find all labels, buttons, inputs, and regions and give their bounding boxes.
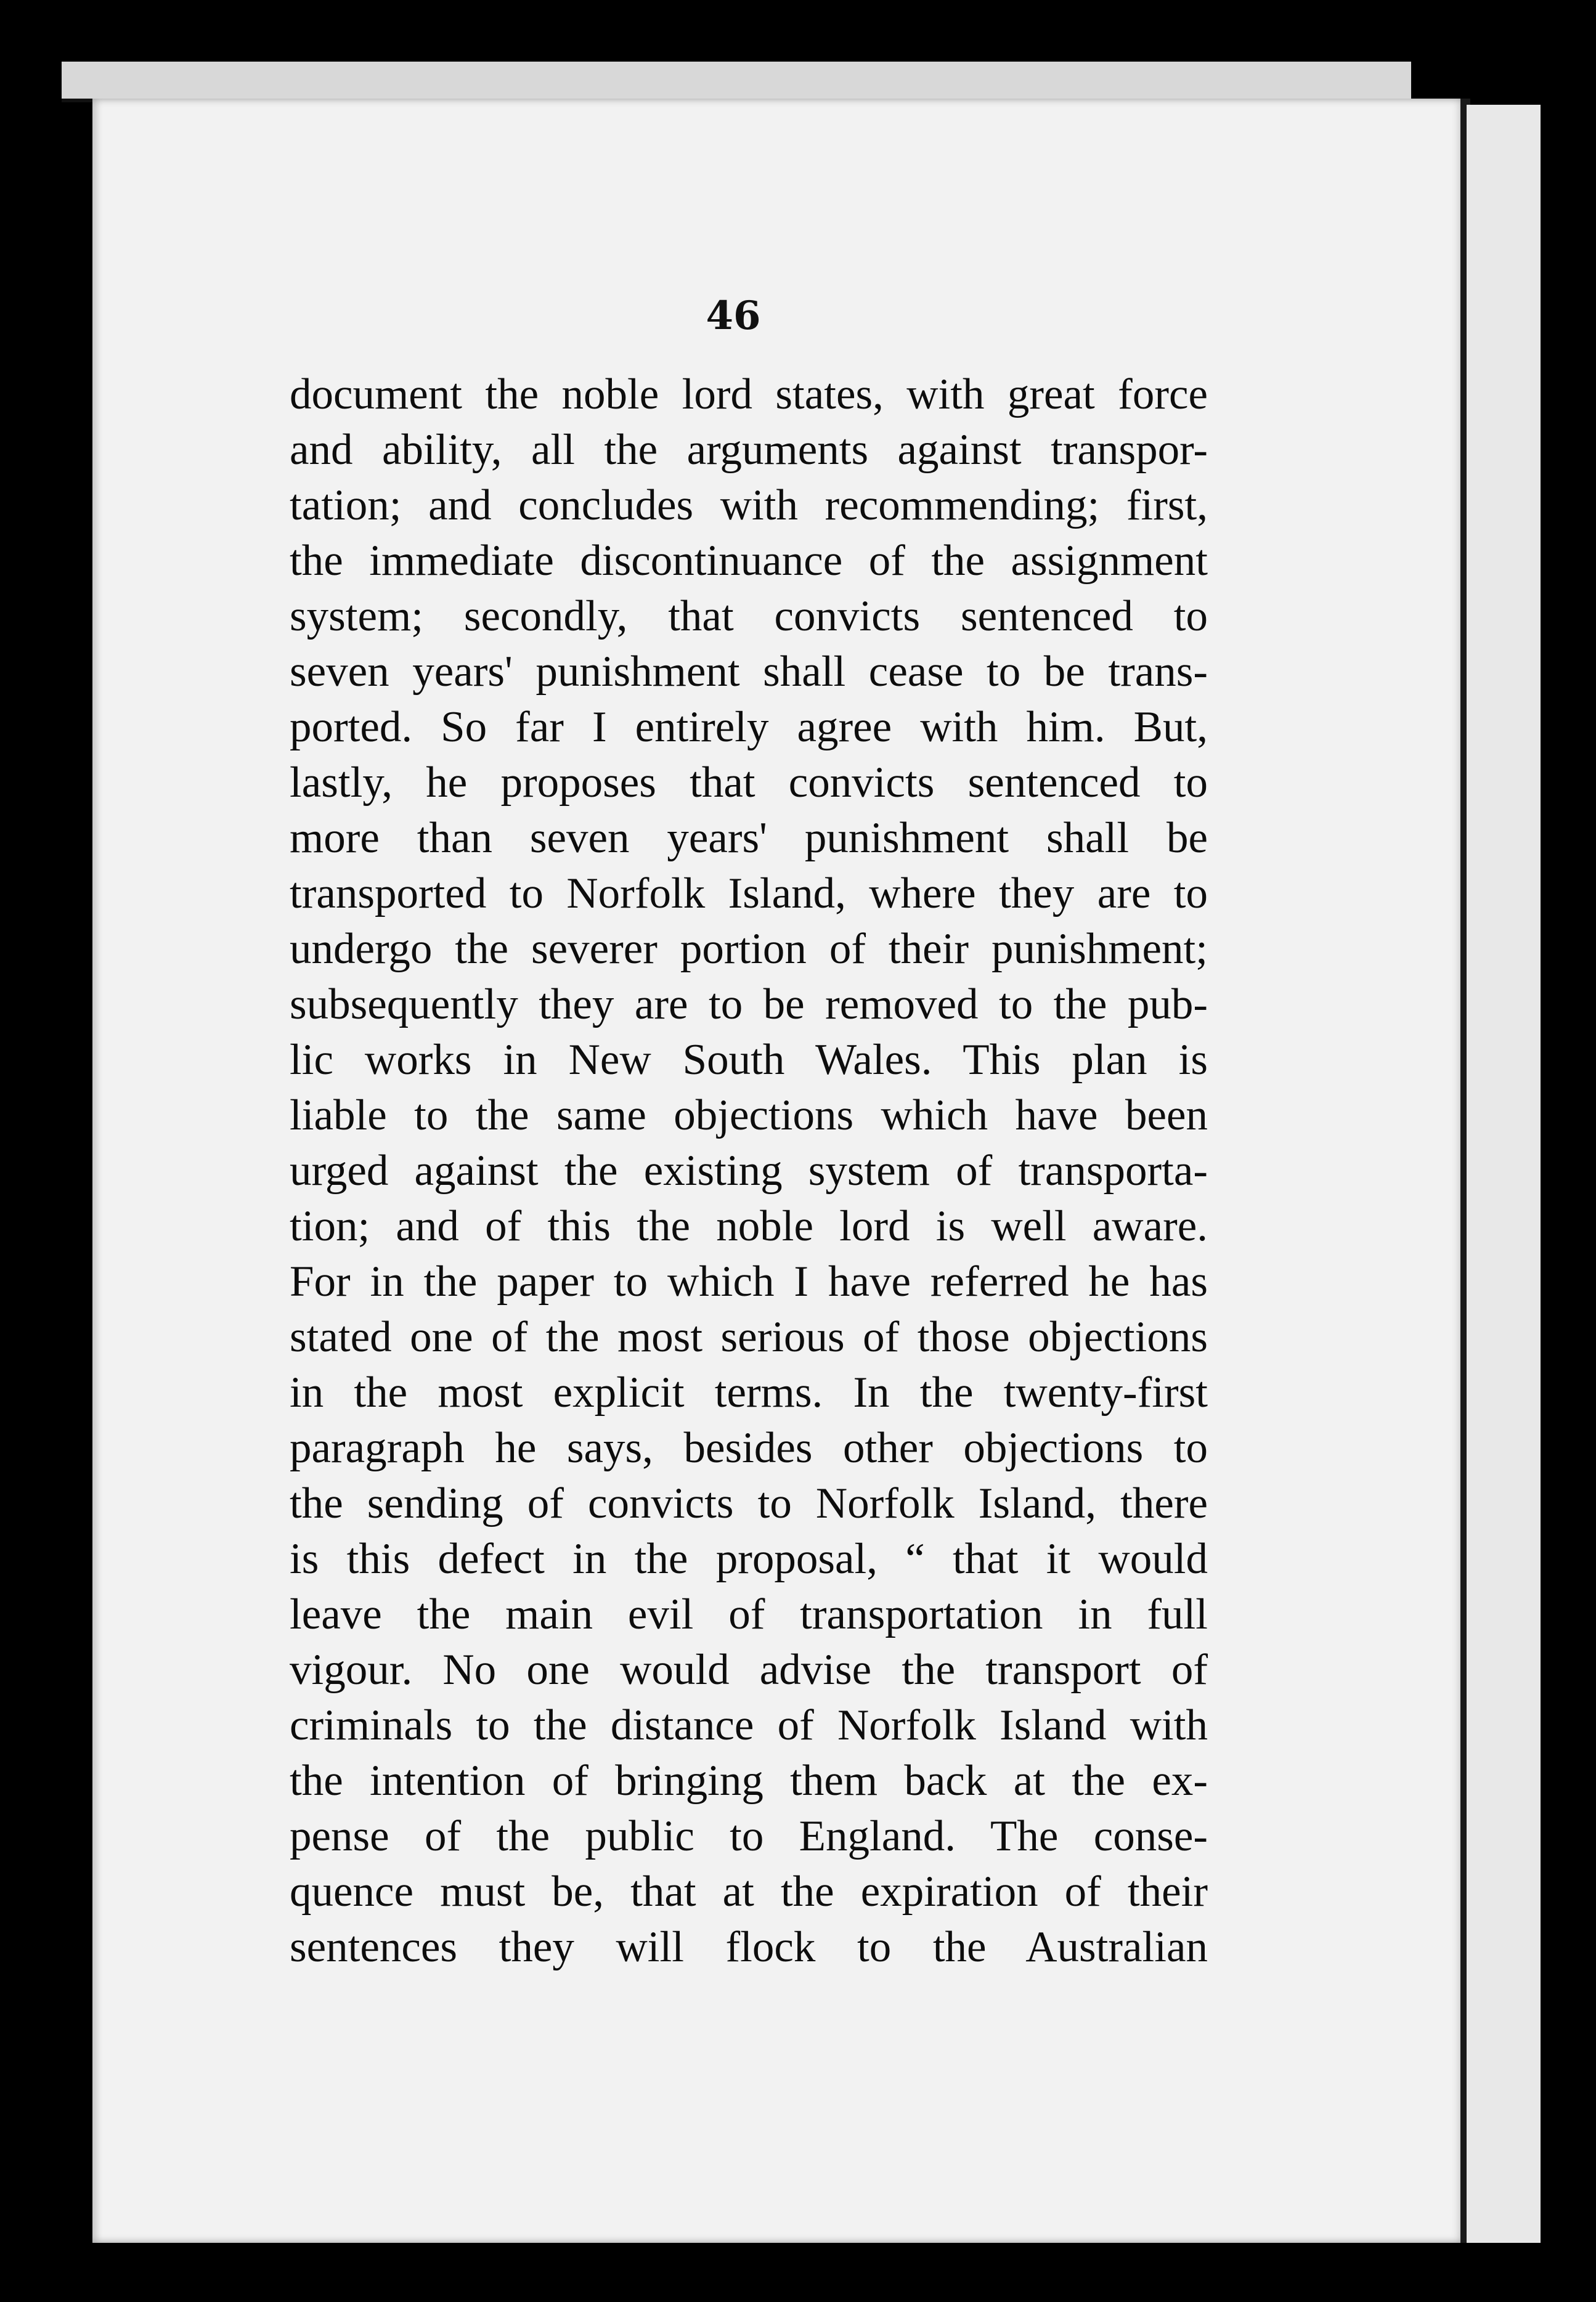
text-line: the immediate discontinuance of the assignment	[290, 537, 1208, 585]
text-line: in the most explicit terms. In the twenty-first	[290, 1369, 1208, 1417]
text-line: tion; and of this the noble lord is well aware.	[290, 1202, 1208, 1250]
text-line: the intention of bringing them back at the ex-	[290, 1757, 1208, 1805]
body-text	[290, 367, 1208, 1975]
text-line: liable to the same objections which have been	[290, 1091, 1208, 1139]
text-line: ported. So far I entirely agree with him. But,	[290, 703, 1208, 751]
text-line: sentences they will flock to the Australian	[290, 1923, 1208, 1971]
text-line: subsequently they are to be removed to the pub-	[290, 980, 1208, 1028]
text-line: the sending of convicts to Norfolk Island, there	[290, 1479, 1208, 1527]
text-line: urged against the existing system of transporta-	[290, 1147, 1208, 1195]
text-line: lastly, he proposes that convicts sentenced to	[290, 759, 1208, 807]
text-line: For in the paper to which I have referred he has	[290, 1258, 1208, 1306]
back-page-edge	[62, 62, 1411, 102]
text-line: quence must be, that at the expiration of their	[290, 1868, 1208, 1916]
text-line: leave the main evil of transportation in full	[290, 1590, 1208, 1638]
text-line: seven years' punishment shall cease to be trans-	[290, 648, 1208, 696]
text-line: vigour. No one would advise the transport of	[290, 1646, 1208, 1694]
text-line: lic works in New South Wales. This plan is	[290, 1036, 1208, 1084]
text-line: tation; and concludes with recommending; first,	[290, 481, 1208, 529]
text-line: stated one of the most serious of those objections	[290, 1313, 1208, 1361]
page-number: 46	[706, 293, 761, 339]
text-line: system; secondly, that convicts sentenced to	[290, 592, 1208, 640]
text-line: paragraph he says, besides other objections to	[290, 1424, 1208, 1472]
text-line: pense of the public to England. The conse-	[290, 1812, 1208, 1860]
text-line: more than seven years' punishment shall be	[290, 814, 1208, 862]
facing-page-edge	[1467, 105, 1541, 2243]
text-line: document the noble lord states, with great force	[290, 370, 1208, 418]
text-line: is this defect in the proposal, “ that it would	[290, 1535, 1208, 1583]
text-line: transported to Norfolk Island, where they are to	[290, 869, 1208, 917]
text-line: undergo the severer portion of their punishment;	[290, 925, 1208, 973]
text-line: and ability, all the arguments against transpor-	[290, 426, 1208, 474]
text-line: criminals to the distance of Norfolk Island with	[290, 1701, 1208, 1749]
